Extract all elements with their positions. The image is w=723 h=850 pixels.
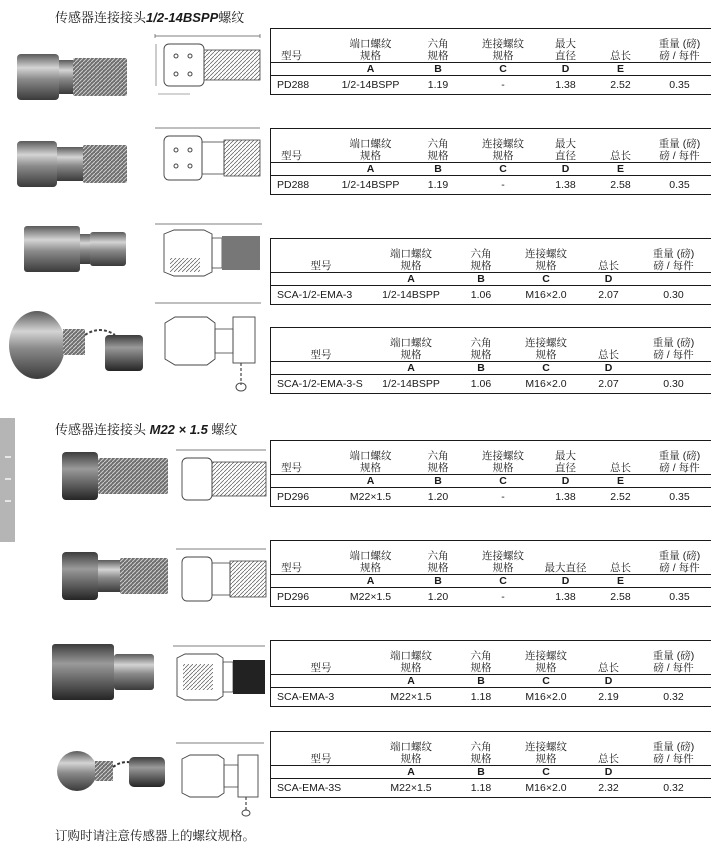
table-row bbox=[271, 779, 711, 798]
technical-drawing-pd288 bbox=[150, 28, 265, 106]
product-photo-sca-1-2-ema-3-s bbox=[5, 305, 150, 385]
column-header: 重量 (磅) 磅 / 每件 bbox=[636, 732, 711, 766]
table-cell: M16×2.0 bbox=[511, 688, 581, 707]
spec-table-sca-ema-3s bbox=[270, 731, 711, 798]
table-cell: 1.38 bbox=[538, 176, 593, 195]
dimension-letter: D bbox=[538, 475, 593, 488]
table-cell: - bbox=[468, 176, 538, 195]
table-cell: PD288 bbox=[271, 176, 333, 195]
column-header: 型号 bbox=[271, 441, 333, 475]
table-row bbox=[271, 688, 711, 707]
table-cell: M16×2.0 bbox=[511, 286, 581, 305]
table-cell: 0.35 bbox=[648, 76, 711, 95]
table-cell: M16×2.0 bbox=[511, 779, 581, 798]
table-cell: 1.18 bbox=[451, 779, 511, 798]
table-row bbox=[271, 488, 711, 507]
column-header: 端口螺纹 规格 bbox=[333, 129, 408, 163]
column-header: 总长 bbox=[593, 129, 648, 163]
dimension-letter: B bbox=[408, 575, 468, 588]
column-header: 连接螺纹 规格 bbox=[468, 29, 538, 63]
dimension-letter bbox=[271, 63, 333, 76]
technical-drawing-pd296 bbox=[172, 444, 270, 510]
table-cell: 1.06 bbox=[451, 286, 511, 305]
table-cell: 0.32 bbox=[636, 688, 711, 707]
table-cell: 1.20 bbox=[408, 588, 468, 607]
column-header: 六角 规格 bbox=[451, 239, 511, 273]
dimension-letter bbox=[636, 362, 711, 375]
side-index-tab[interactable] bbox=[0, 418, 15, 542]
column-header: 重量 (磅) 磅 / 每件 bbox=[636, 239, 711, 273]
table-cell: 1.20 bbox=[408, 488, 468, 507]
column-header: 连接螺纹 规格 bbox=[468, 441, 538, 475]
column-header: 型号 bbox=[271, 328, 371, 362]
column-header: 六角 规格 bbox=[408, 29, 468, 63]
column-header: 重量 (磅) 磅 / 每件 bbox=[648, 441, 711, 475]
table-cell: 0.30 bbox=[636, 375, 711, 394]
technical-drawing-sca-ema-3s bbox=[168, 737, 268, 819]
dimension-letter bbox=[636, 273, 711, 286]
section-heading-model: 1/2-14BSPP bbox=[146, 10, 219, 25]
dimension-letter: E bbox=[593, 63, 648, 76]
column-header: 端口螺纹 规格 bbox=[333, 29, 408, 63]
dimension-letter bbox=[648, 575, 711, 588]
dimension-letter: D bbox=[538, 163, 593, 176]
column-header: 端口螺纹 规格 bbox=[371, 732, 451, 766]
dimension-letter bbox=[648, 163, 711, 176]
table-cell: - bbox=[468, 76, 538, 95]
table-cell: 2.52 bbox=[593, 76, 648, 95]
dimension-letter: A bbox=[371, 273, 451, 286]
column-header: 连接螺纹 规格 bbox=[511, 732, 581, 766]
dimension-letter bbox=[271, 362, 371, 375]
table-cell: 0.30 bbox=[636, 286, 711, 305]
product-photo-pd296 bbox=[60, 446, 170, 506]
table-cell: - bbox=[468, 588, 538, 607]
dimension-letter bbox=[636, 675, 711, 688]
table-cell: M22×1.5 bbox=[371, 688, 451, 707]
dimension-letter: C bbox=[511, 362, 581, 375]
column-header: 重量 (磅) 磅 / 每件 bbox=[636, 328, 711, 362]
spec-table-sca-1-2-ema-3 bbox=[270, 238, 711, 305]
dimension-letter: E bbox=[593, 475, 648, 488]
technical-drawing-pd296 bbox=[172, 543, 270, 611]
dimension-letter: D bbox=[581, 362, 636, 375]
side-tab-mark bbox=[5, 478, 11, 480]
column-header: 连接螺纹 规格 bbox=[511, 641, 581, 675]
table-cell: SCA-1/2-EMA-3 bbox=[271, 286, 371, 305]
column-header: 型号 bbox=[271, 29, 333, 63]
dimension-letter: A bbox=[371, 675, 451, 688]
table-cell: 2.58 bbox=[593, 176, 648, 195]
table-cell: 0.35 bbox=[648, 488, 711, 507]
column-header: 总长 bbox=[593, 29, 648, 63]
table-cell: 2.32 bbox=[581, 779, 636, 798]
dimension-letter: E bbox=[593, 575, 648, 588]
product-photo-sca-1-2-ema-3 bbox=[20, 222, 130, 277]
side-tab-mark bbox=[5, 456, 11, 458]
column-header: 最大 直径 bbox=[538, 29, 593, 63]
column-header: 连接螺纹 规格 bbox=[468, 129, 538, 163]
table-cell: 1.38 bbox=[538, 488, 593, 507]
table-cell: 2.19 bbox=[581, 688, 636, 707]
table-cell: 1.18 bbox=[451, 688, 511, 707]
column-header: 重量 (磅) 磅 / 每件 bbox=[648, 129, 711, 163]
dimension-letter: D bbox=[538, 575, 593, 588]
spec-table-pd288-b bbox=[270, 128, 711, 195]
ordering-note: 订购时请注意传感器上的螺纹规格。 bbox=[55, 829, 256, 843]
spec-table-sca-ema-3 bbox=[270, 640, 711, 707]
table-cell: M22×1.5 bbox=[371, 779, 451, 798]
column-header: 重量 (磅) 磅 / 每件 bbox=[648, 29, 711, 63]
table-cell: 2.07 bbox=[581, 375, 636, 394]
column-header: 六角 规格 bbox=[451, 641, 511, 675]
column-header: 重量 (磅) 磅 / 每件 bbox=[636, 641, 711, 675]
section-heading-suffix: 螺纹 bbox=[218, 10, 245, 25]
table-cell: M22×1.5 bbox=[333, 588, 408, 607]
dimension-letter bbox=[636, 766, 711, 779]
table-row bbox=[271, 375, 711, 394]
column-header: 连接螺纹 规格 bbox=[468, 541, 538, 575]
technical-drawing-pd288 bbox=[150, 120, 265, 198]
column-header: 六角 规格 bbox=[408, 441, 468, 475]
section-heading-prefix: 传感器连接接头 bbox=[55, 10, 147, 25]
dimension-letter bbox=[648, 475, 711, 488]
side-tab-mark bbox=[5, 500, 11, 502]
table-cell: - bbox=[468, 488, 538, 507]
table-cell: PD296 bbox=[271, 488, 333, 507]
column-header: 总长 bbox=[593, 541, 648, 575]
dimension-letter bbox=[271, 273, 371, 286]
column-header: 型号 bbox=[271, 541, 333, 575]
product-photo-pd288 bbox=[15, 133, 130, 195]
dimension-letter: C bbox=[511, 675, 581, 688]
column-header: 最大直径 bbox=[538, 541, 593, 575]
column-header: 型号 bbox=[271, 641, 371, 675]
dimension-letter: E bbox=[593, 163, 648, 176]
spec-table-pd296-b bbox=[270, 540, 711, 607]
dimension-letter: C bbox=[468, 575, 538, 588]
table-row bbox=[271, 588, 711, 607]
column-header: 六角 规格 bbox=[451, 732, 511, 766]
dimension-letter bbox=[271, 675, 371, 688]
product-photo-pd288 bbox=[15, 42, 130, 112]
dimension-letter: B bbox=[451, 675, 511, 688]
section-heading-prefix: 传感器连接接头 bbox=[55, 422, 150, 437]
dimension-letter: B bbox=[408, 163, 468, 176]
column-header: 型号 bbox=[271, 129, 333, 163]
dimension-letter: A bbox=[333, 163, 408, 176]
spec-table-pd296 bbox=[270, 440, 711, 507]
dimension-letter: C bbox=[511, 273, 581, 286]
dimension-letter: C bbox=[511, 766, 581, 779]
dimension-letter: A bbox=[333, 63, 408, 76]
table-row bbox=[271, 176, 711, 195]
column-header: 最大 直径 bbox=[538, 129, 593, 163]
technical-drawing-sca-1-2-ema-3 bbox=[150, 216, 265, 288]
dimension-letter bbox=[271, 766, 371, 779]
column-header: 端口螺纹 规格 bbox=[371, 641, 451, 675]
table-cell: 1.38 bbox=[538, 588, 593, 607]
dimension-letter: C bbox=[468, 63, 538, 76]
column-header: 总长 bbox=[581, 239, 636, 273]
table-cell: PD296 bbox=[271, 588, 333, 607]
column-header: 连接螺纹 规格 bbox=[511, 239, 581, 273]
table-cell: 1/2-14BSPP bbox=[371, 375, 451, 394]
table-cell: 0.32 bbox=[636, 779, 711, 798]
product-photo-sca-ema-3s bbox=[55, 745, 170, 795]
dimension-letter: C bbox=[468, 475, 538, 488]
table-cell: SCA-EMA-3 bbox=[271, 688, 371, 707]
column-header: 最大 直径 bbox=[538, 441, 593, 475]
table-cell: PD288 bbox=[271, 76, 333, 95]
dimension-letter: B bbox=[451, 362, 511, 375]
column-header: 型号 bbox=[271, 732, 371, 766]
table-cell: 1/2-14BSPP bbox=[333, 176, 408, 195]
dimension-letter: A bbox=[333, 575, 408, 588]
section-heading-suffix: 螺纹 bbox=[207, 422, 238, 437]
dimension-letter bbox=[271, 575, 333, 588]
column-header: 连接螺纹 规格 bbox=[511, 328, 581, 362]
table-cell: 0.35 bbox=[648, 588, 711, 607]
table-cell: 1.19 bbox=[408, 176, 468, 195]
column-header: 总长 bbox=[581, 641, 636, 675]
dimension-letter bbox=[648, 63, 711, 76]
column-header: 总长 bbox=[581, 328, 636, 362]
dimension-letter: D bbox=[538, 63, 593, 76]
spec-table-pd288 bbox=[270, 28, 711, 95]
technical-drawing-sca-ema-3 bbox=[165, 640, 270, 710]
table-cell: 0.35 bbox=[648, 176, 711, 195]
dimension-letter: B bbox=[408, 63, 468, 76]
table-cell: SCA-EMA-3S bbox=[271, 779, 371, 798]
dimension-letter: B bbox=[451, 273, 511, 286]
column-header: 总长 bbox=[593, 441, 648, 475]
table-cell: 1/2-14BSPP bbox=[371, 286, 451, 305]
column-header: 六角 规格 bbox=[408, 541, 468, 575]
table-cell: 1.38 bbox=[538, 76, 593, 95]
dimension-letter: B bbox=[408, 475, 468, 488]
column-header: 型号 bbox=[271, 239, 371, 273]
table-row bbox=[271, 286, 711, 305]
table-cell: 1.19 bbox=[408, 76, 468, 95]
column-header: 端口螺纹 规格 bbox=[333, 541, 408, 575]
dimension-letter: D bbox=[581, 273, 636, 286]
column-header: 端口螺纹 规格 bbox=[371, 239, 451, 273]
table-cell: M22×1.5 bbox=[333, 488, 408, 507]
column-header: 六角 规格 bbox=[451, 328, 511, 362]
dimension-letter: A bbox=[371, 766, 451, 779]
table-cell: 2.52 bbox=[593, 488, 648, 507]
dimension-letter: A bbox=[333, 475, 408, 488]
table-cell: 2.07 bbox=[581, 286, 636, 305]
spec-table-sca-1-2-ema-3-s bbox=[270, 327, 711, 394]
table-cell: M16×2.0 bbox=[511, 375, 581, 394]
section-heading-m22 bbox=[55, 419, 237, 438]
section-heading-model: M22 × 1.5 bbox=[149, 422, 208, 437]
column-header: 端口螺纹 规格 bbox=[333, 441, 408, 475]
dimension-letter: C bbox=[468, 163, 538, 176]
column-header: 重量 (磅) 磅 / 每件 bbox=[648, 541, 711, 575]
column-header: 总长 bbox=[581, 732, 636, 766]
dimension-letter: D bbox=[581, 675, 636, 688]
dimension-letter: D bbox=[581, 766, 636, 779]
dimension-letter: B bbox=[451, 766, 511, 779]
product-photo-sca-ema-3 bbox=[50, 640, 160, 706]
dimension-letter bbox=[271, 163, 333, 176]
table-cell: 1/2-14BSPP bbox=[333, 76, 408, 95]
dimension-letter bbox=[271, 475, 333, 488]
column-header: 端口螺纹 规格 bbox=[371, 328, 451, 362]
table-row bbox=[271, 76, 711, 95]
technical-drawing-sca-1-2-ema-3-s bbox=[145, 295, 265, 393]
table-cell: SCA-1/2-EMA-3-S bbox=[271, 375, 371, 394]
column-header: 六角 规格 bbox=[408, 129, 468, 163]
dimension-letter: A bbox=[371, 362, 451, 375]
table-cell: 1.06 bbox=[451, 375, 511, 394]
section-heading-bspp bbox=[55, 7, 244, 26]
product-photo-pd296 bbox=[60, 546, 170, 606]
table-cell: 2.58 bbox=[593, 588, 648, 607]
